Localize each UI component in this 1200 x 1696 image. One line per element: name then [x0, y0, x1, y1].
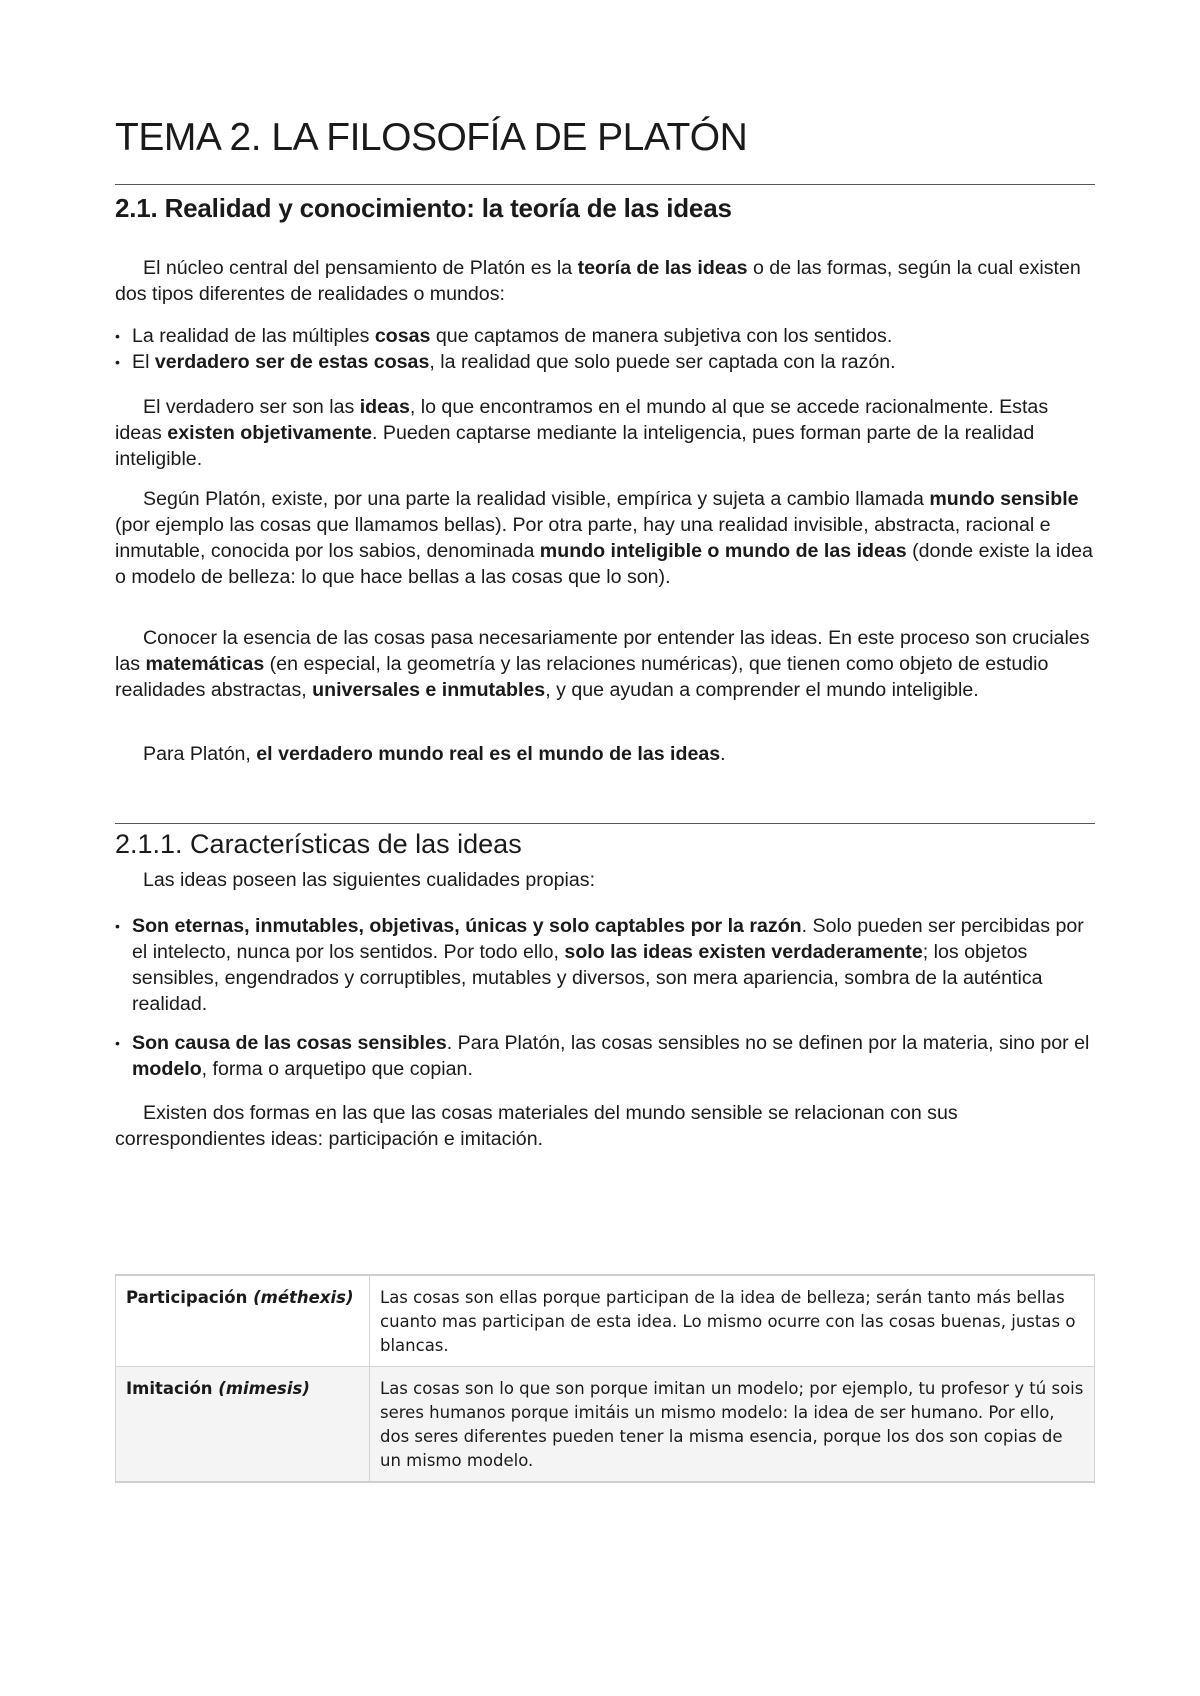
conclusion-paragraph: Para Platón, el verdadero mundo real es el mundo de las ideas. — [143, 743, 726, 765]
section-intro-paragraph: El núcleo central del pensamiento de Platón es la teoría de las ideas o de las formas, según la cual existen dos tipos diferentes de realidades o mundos: — [115, 257, 1081, 305]
relation-paragraph: Existen dos formas en las que las cosas materiales del mundo sensible se relacionan con sus correspondientes ideas: participación e imitación. — [115, 1102, 958, 1150]
list-item: • La realidad de las múltiples cosas que captamos de manera subjetiva con los sentidos. — [115, 325, 893, 347]
section-heading: 2.1. Realidad y conocimiento: la teoría de las ideas — [115, 193, 732, 223]
table-row — [116, 1275, 1095, 1367]
ideas-paragraph: El verdadero ser son las ideas, lo que encontramos en el mundo al que se accede racionalmente. Estas ideas existen objetivamente. Pueden captarse mediante la inteligencia, pues forman parte de la realidad inteligible. — [115, 396, 1049, 470]
qualities-list — [115, 913, 1095, 1017]
list-item: • El verdadero ser de estas cosas, la realidad que solo puede ser captada con la razón. — [115, 351, 896, 373]
table-term-cell: Participación (méthexis) — [116, 1275, 370, 1367]
table-description-cell: Las cosas son ellas porque participan de la idea de belleza; serán tanto más bellas cuanto mas participan de esta idea. Lo mismo ocurre con las cosas buenas, justas o blancas. — [370, 1275, 1095, 1367]
bullet-icon: • — [115, 1035, 120, 1051]
subsection-divider — [115, 823, 1095, 824]
causes-list — [115, 1030, 1095, 1082]
bullet-icon: • — [115, 918, 120, 934]
table-row — [116, 1367, 1095, 1483]
worlds-paragraph: Según Platón, existe, por una parte la realidad visible, empírica y sujeta a cambio llamada mundo sensible (por ejemplo las cosas que llamamos bellas). Por otra parte, hay una realidad invisible, abstracta, racional e inmutable, conocida por los sabios, denominada mundo inteligible o mundo de las ideas (donde existe la idea o modelo de belleza: lo que hace bellas a las cosas que lo son). — [115, 488, 1093, 588]
list-item: • Son eternas, inmutables, objetivas, únicas y solo captables por la razón. Solo pueden ser percibidas por el intelecto, nunca por los sentidos. Por todo ello, solo las ideas existen verdaderamente; los objetos sensibles, engendrados y corruptibles, mutables y diversos, son mera apariencia, sombra de la auténtica realidad. — [115, 915, 1084, 1015]
section-divider — [115, 184, 1095, 185]
table-description-cell: Las cosas son lo que son porque imitan un modelo; por ejemplo, tu profesor y tú sois seres humanos porque imitáis un mismo modelo: la idea de ser humano. Por ello, dos seres diferentes pueden tener la misma esencia, porque los dos son copias de un mismo modelo. — [370, 1367, 1095, 1483]
bullet-icon: • — [115, 354, 120, 370]
bullet-icon: • — [115, 328, 120, 344]
subsection-heading: 2.1.1. Características de las ideas — [115, 829, 522, 859]
relation-table — [115, 1274, 1095, 1483]
worlds-list — [115, 323, 1095, 375]
subsection-intro: Las ideas poseen las siguientes cualidades propias: — [143, 869, 596, 891]
document-title: TEMA 2. LA FILOSOFÍA DE PLATÓN — [115, 116, 748, 159]
mathematics-paragraph: Conocer la esencia de las cosas pasa necesariamente por entender las ideas. En este proceso son cruciales las matemáticas (en especial, la geometría y las relaciones numéricas), que tienen como objeto de estudio realidades abstractas, universales e inmutables, y que ayudan a comprender el mundo inteligible. — [115, 627, 1090, 701]
table-term-cell: Imitación (mimesis) — [116, 1367, 370, 1483]
list-item: • Son causa de las cosas sensibles. Para Platón, las cosas sensibles no se definen por la materia, sino por el modelo, forma o arquetipo que copian. — [115, 1032, 1090, 1080]
